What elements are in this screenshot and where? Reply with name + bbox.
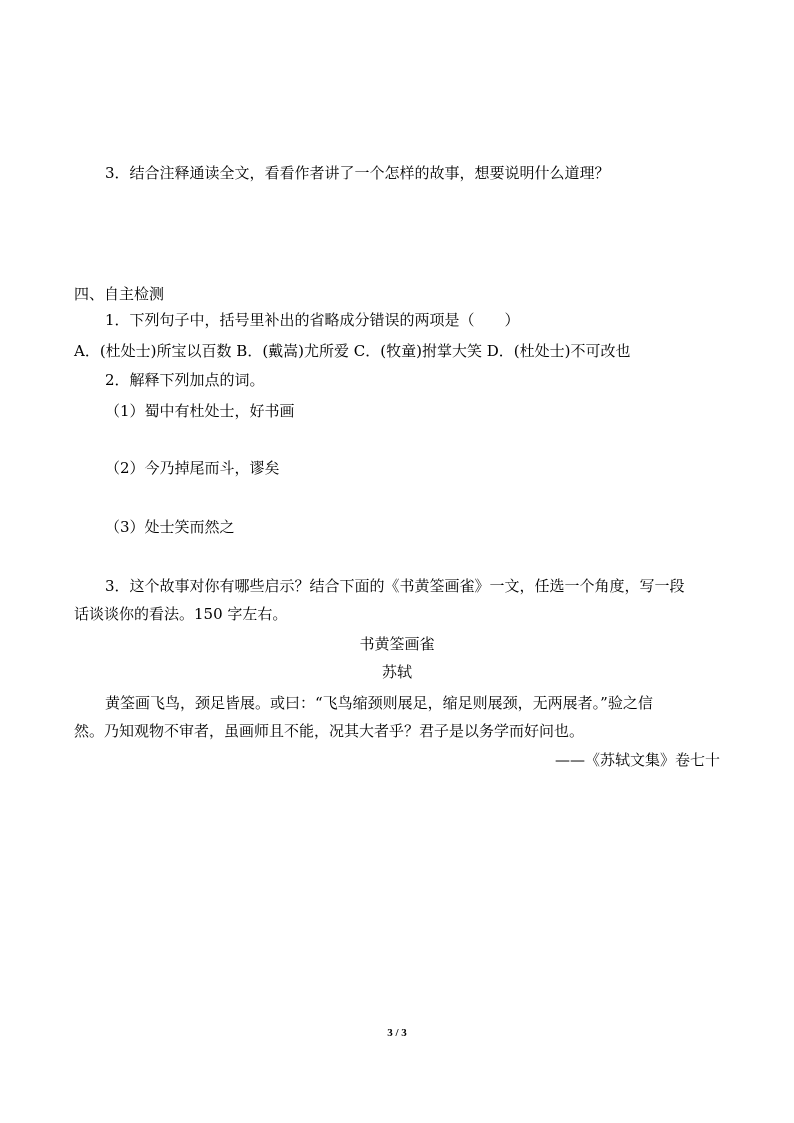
q1-options: A．(杜处士)所宝以百数 B．(戴嵩)尤所爱 C．(牧童)拊掌大笑 D．(杜处士)不可改也 <box>74 342 631 360</box>
q2-item-1: （1）蜀中有杜处士，好书画 <box>105 402 295 420</box>
q2-stem: 2．解释下列加点的词。 <box>105 371 265 389</box>
passage-title: 书黄筌画雀 <box>359 635 435 653</box>
passage-line-2: 然。乃知观物不审者，虽画师且不能，况其大者乎？君子是以务学而好问也。 <box>74 722 585 740</box>
passage-author: 苏轼 <box>381 663 412 681</box>
passage-source: ——《苏轼文集》卷七十 <box>554 751 720 769</box>
question-3-intro: 3．结合注释通读全文，看看作者讲了一个怎样的故事，想要说明什么道理？ <box>105 164 610 182</box>
q3-stem-line-1: 3．这个故事对你有哪些启示？结合下面的《书黄筌画雀》一文，任选一个角度，写一段 <box>105 577 685 595</box>
passage-line-1: 黄筌画飞鸟，颈足皆展。或曰：“飞鸟缩颈则展足，缩足则展颈，无两展者。”验之信 <box>105 694 653 712</box>
section-heading: 四、自主检测 <box>74 285 165 303</box>
q3-stem-line-2: 话谈谈你的看法。150 字左右。 <box>74 605 288 623</box>
q1-stem: 1．下列句子中，括号里补出的省略成分错误的两项是（ ） <box>105 311 520 329</box>
q2-item-2: （2）今乃掉尾而斗，谬矣 <box>105 459 280 477</box>
page-number: 3 / 3 <box>387 1027 407 1039</box>
q2-item-3: （3）处士笑而然之 <box>105 518 235 536</box>
